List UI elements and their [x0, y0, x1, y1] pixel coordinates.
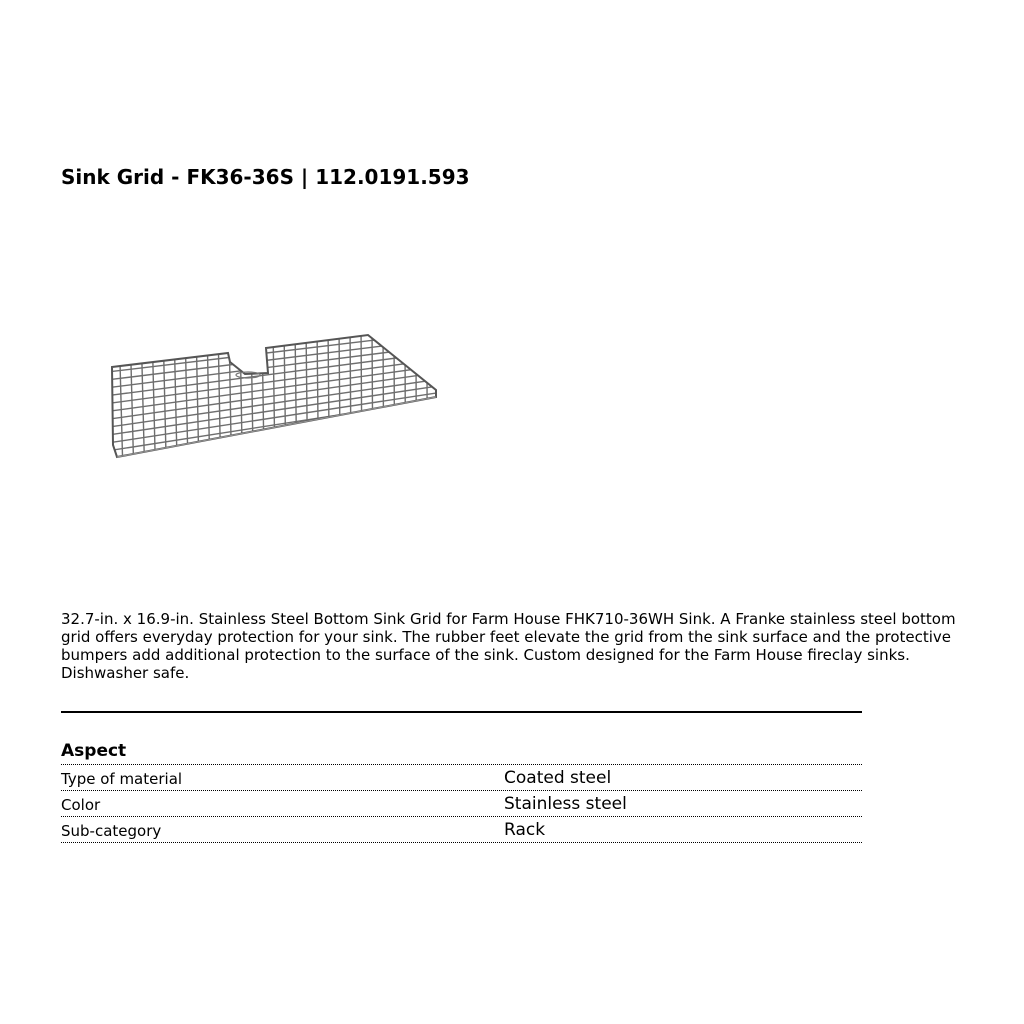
section-divider: [61, 711, 862, 713]
aspect-heading: Aspect: [61, 741, 127, 761]
sink-grid-image: [100, 325, 445, 470]
aspect-table: [61, 764, 862, 843]
spec-value: Stainless steel: [504, 794, 627, 814]
spec-value: Rack: [504, 820, 546, 840]
product-description: 32.7-in. x 16.9-in. Stainless Steel Bottom Sink Grid for Farm House FHK710-36WH Sink. A Franke stainless steel bottom grid offers everyday protection for your sink. The rubber feet elevate the grid from the sink surface and the protective bumpers add additional protection to the surface of the sink. Custom designed for the Farm House fireclay sinks. Dishwasher safe.: [61, 610, 956, 682]
spec-row-color: [61, 791, 862, 817]
spec-label: Color: [61, 796, 101, 814]
page-title: Sink Grid - FK36-36S | 112.0191.593: [61, 165, 470, 189]
spec-value: Coated steel: [504, 768, 612, 788]
spec-row-material: [61, 765, 862, 791]
spec-row-subcategory: [61, 817, 862, 843]
spec-label: Type of material: [61, 770, 183, 788]
spec-label: Sub-category: [61, 822, 162, 840]
